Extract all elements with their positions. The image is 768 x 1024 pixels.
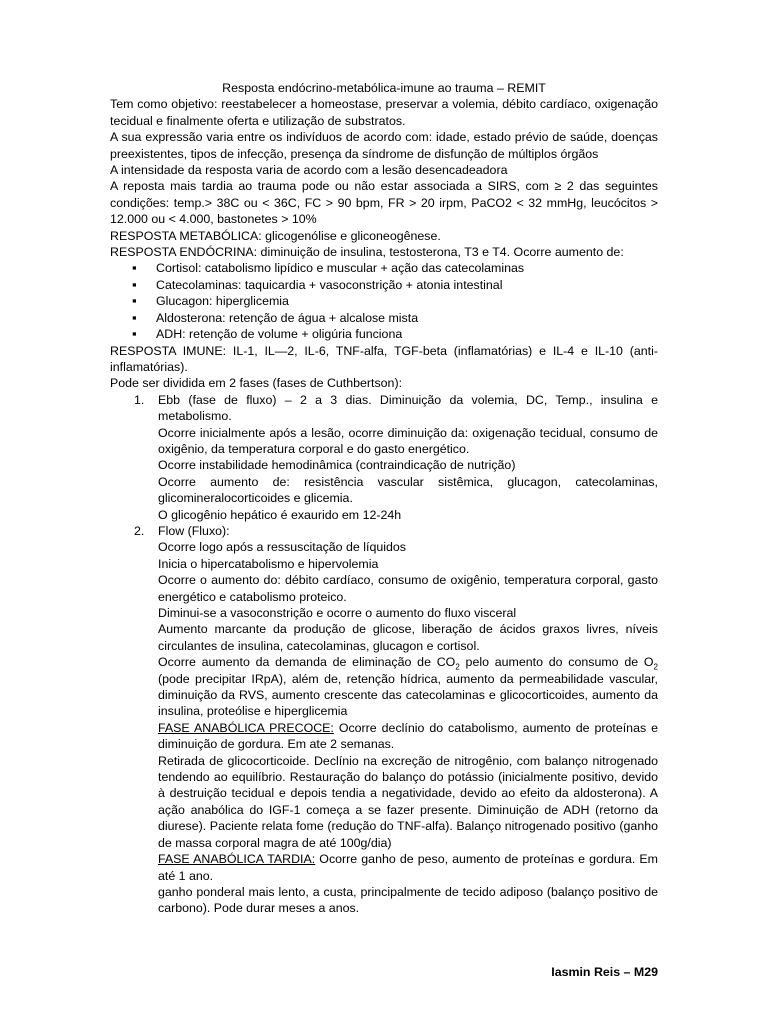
phase-line: Ocorre o aumento do: débito cardíaco, consumo de oxigênio, temperatura corporal, gasto energético e catabolismo proteico.	[158, 573, 658, 604]
immune-response: RESPOSTA IMUNE: IL-1, IL—2, IL-6, TNF-alfa, TGF-beta (inflamatórias) e IL-4 e IL-10 (anti-inflamatórias).	[110, 343, 658, 374]
late-anabolic-text: Ocorre ganho de peso, aumento de proteínas e gordura. Em até 1 ano.	[158, 852, 659, 883]
phase-number: 1.	[134, 392, 145, 407]
co2-text-c: (pode precipitar IRpA), além de, retenção hídrica, aumento da permeabilidade vascular, diminuição da RVS, aumento crescente das catecolaminas e glicocorticoides, aumento da insulina, proteólise e hiperglicemia	[158, 671, 658, 719]
late-anabolic-detail: ganho ponderal mais lento, a custa, principalmente de tecido adiposo (balanço positivo de carbono). Pode durar meses a anos.	[158, 884, 658, 916]
phases-intro: Pode ser dividida em 2 fases (fases de Cuthbertson):	[110, 376, 403, 391]
phase-line: Inicia o hipercatabolismo e hipervolemia	[158, 556, 379, 571]
o2-subscript: 2	[653, 662, 658, 672]
author-footer: Iasmin Reis – M29	[551, 965, 658, 979]
early-anabolic-text: Ocorre declínio do catabolismo, aumento de proteínas e diminuição de gordura. Em ate 2 semanas.	[158, 720, 658, 752]
phase-flow	[134, 523, 658, 917]
co2-text-b: pelo aumento do consumo de O	[459, 655, 654, 670]
early-anabolic-label: FASE ANABÓLICA PRECOCE:	[158, 720, 334, 735]
intro-intensity: A intensidade da resposta varia de acordo com a lesão desencadeadora	[110, 163, 508, 178]
phase-ebb	[134, 392, 658, 523]
late-anabolic-label: FASE ANABÓLICA TARDIA:	[158, 852, 316, 867]
co2-text-a: Ocorre aumento da demanda de eliminação de CO	[158, 655, 456, 670]
late-anabolic-phase	[158, 851, 658, 884]
phase-line: Flow (Fluxo):	[158, 523, 230, 538]
phase-line: Aumento marcante da produção de glicose, liberação de ácidos graxos livres, níveis circulantes de insulina, catecolaminas, glucagon e cortisol.	[158, 622, 658, 653]
phase-line: Ocorre inicialmente após a lesão, ocorre diminuição da: oxigenação tecidual, consumo de oxigênio, da temperatura corporal e do gasto energético.	[158, 425, 658, 456]
document-body	[110, 80, 658, 917]
metabolic-response: RESPOSTA METABÓLICA: glicogenólise e gliconeogênese.	[110, 228, 441, 243]
list-item: ▪ Aldosterona: retenção de água + alcalose mista	[132, 310, 658, 326]
phase-line: Ocorre instabilidade hemodinâmica (contraindicação de nutrição)	[158, 458, 516, 473]
list-item: ▪ Glucagon: hiperglicemia	[132, 293, 658, 309]
intro-expression: A sua expressão varia entre os indivíduos de acordo com: idade, estado prévio de saúde, doenças preexistentes, tipos de infecção, presença da síndrome de disfunção de múltiplos órgãos	[110, 130, 658, 161]
early-anabolic-detail: Retirada de glicocorticoide. Declínio na excreção de nitrogênio, com balanço nitrogenado tendendo ao equilíbrio. Restauração do balanço do potássio (inicialmente positivo, devido à destruição tecidual e depois tendia a negatividade, devido ao efeito da aldosterona). A ação anabólica do IGF-1 começa a se fazer presente. Diminuição de ADH (retorno da diurese). Paciente relata fome (redução do TNF-alfa). Balanço nitrogenado positivo (ganho de massa corporal magra de até 100g/dia)	[158, 753, 658, 850]
phase-line: Diminui-se a vasoconstrição e ocorre o aumento do fluxo visceral	[158, 606, 517, 620]
phase-line: Ocorre logo após a ressuscitação de líquidos	[158, 540, 406, 555]
early-anabolic-phase	[158, 720, 658, 753]
endocrine-list	[110, 260, 658, 342]
list-item: ▪ Cortisol: catabolismo lipídico e muscular + ação das catecolaminas	[132, 260, 658, 276]
intro-objective: Tem como objetivo: reestabelecer a homeostase, preservar a volemia, débito cardíaco, oxigenação tecidual e finalmente oferta e utilização de substratos.	[110, 97, 658, 128]
list-item: ▪ Catecolaminas: taquicardia + vasoconstrição + atonia intestinal	[132, 277, 658, 293]
phase-line: Ocorre aumento de: resistência vascular sistêmica, glucagon, catecolaminas, glicomineralocorticoides e glicemia.	[158, 474, 658, 506]
phase-line: O glicogênio hepático é exaurido em 12-24h	[158, 507, 402, 522]
co2-paragraph	[158, 654, 658, 720]
document-title: Resposta endócrino-metabólica-imune ao trauma – REMIT	[222, 81, 546, 95]
co2-subscript: 2	[455, 662, 460, 672]
endocrine-response: RESPOSTA ENDÓCRINA: diminuição de insulina, testosterona, T3 e T4. Ocorre aumento de:	[110, 245, 624, 260]
list-item: ▪ ADH: retenção de volume + oligúria funciona	[132, 326, 658, 342]
intro-sirs: A reposta mais tardia ao trauma pode ou não estar associada a SIRS, com ≥ 2 das seguintes condições: temp.> 38C ou < 36C, FC > 90 bpm, FR > 20 irpm, PaCO2 < 32 mmHg, leucócitos > 12.000 ou < 4.000, bastonetes > 10%	[110, 179, 658, 227]
phase-number: 2.	[134, 523, 145, 538]
phases-list	[110, 392, 658, 917]
phase-line: Ebb (fase de fluxo) – 2 a 3 dias. Diminuição da volemia, DC, Temp., insulina e metabolismo.	[158, 392, 658, 424]
